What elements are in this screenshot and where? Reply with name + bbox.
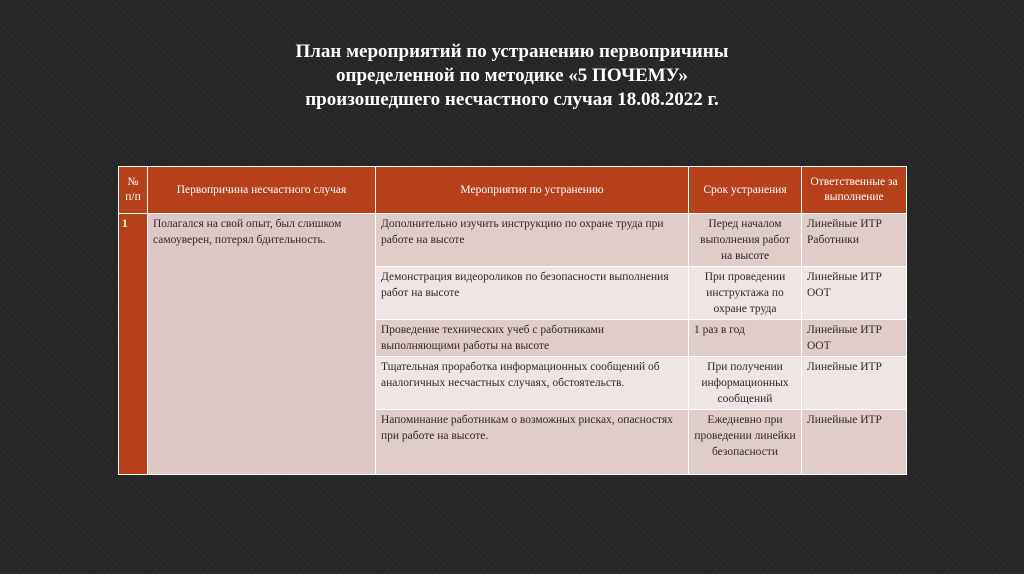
term-cell: При проведении инструктажа по охране труда (689, 267, 802, 320)
header-term: Срок устранения (689, 167, 802, 214)
measure-cell: Проведение технических учеб с работниками выполняющими работы на высоте (376, 320, 689, 357)
title-line-2: определенной по методике «5 ПОЧЕМУ» (336, 65, 688, 86)
term-cell: При получении информационных сообщений (689, 357, 802, 410)
measure-cell: Дополнительно изучить инструкцию по охране труда при работе на высоте (376, 214, 689, 267)
table-header-row (119, 167, 907, 214)
root-cause-cell: Полагался на свой опыт, был слишком самоуверен, потерял бдительность. (148, 214, 376, 475)
title-line-1: План мероприятий по устранению первопричины (295, 41, 729, 62)
measure-cell: Тщательная проработка информационных сообщений об аналогичных несчастных случаях, обстоятельств. (376, 357, 689, 410)
measure-cell: Демонстрация видеороликов по безопасности выполнения работ на высоте (376, 267, 689, 320)
row-number: 1 (119, 214, 148, 475)
term-cell: Ежедневно при проведении линейки безопасности (689, 410, 802, 475)
responsible-cell: Линейные ИТР (802, 357, 907, 410)
term-cell: 1 раз в год (689, 320, 802, 357)
responsible-cell: Линейные ИТР ООТ (802, 320, 907, 357)
table-row (119, 214, 907, 267)
responsible-cell: Линейные ИТР ООТ (802, 267, 907, 320)
term-cell: Перед началом выполнения работ на высоте (689, 214, 802, 267)
header-cause: Первопричина несчастного случая (148, 167, 376, 214)
header-responsible: Ответственные за выполнение (802, 167, 907, 214)
action-plan-table (118, 166, 907, 475)
header-measures: Мероприятия по устранению (376, 167, 689, 214)
responsible-cell: Линейные ИТР (802, 410, 907, 475)
measure-cell: Напоминание работникам о возможных рисках, опасностях при работе на высоте. (376, 410, 689, 475)
header-number: № п/п (119, 167, 148, 214)
page-title (0, 40, 1024, 112)
title-line-3: произошедшего несчастного случая 18.08.2022 г. (305, 89, 719, 110)
responsible-cell: Линейные ИТР Работники (802, 214, 907, 267)
